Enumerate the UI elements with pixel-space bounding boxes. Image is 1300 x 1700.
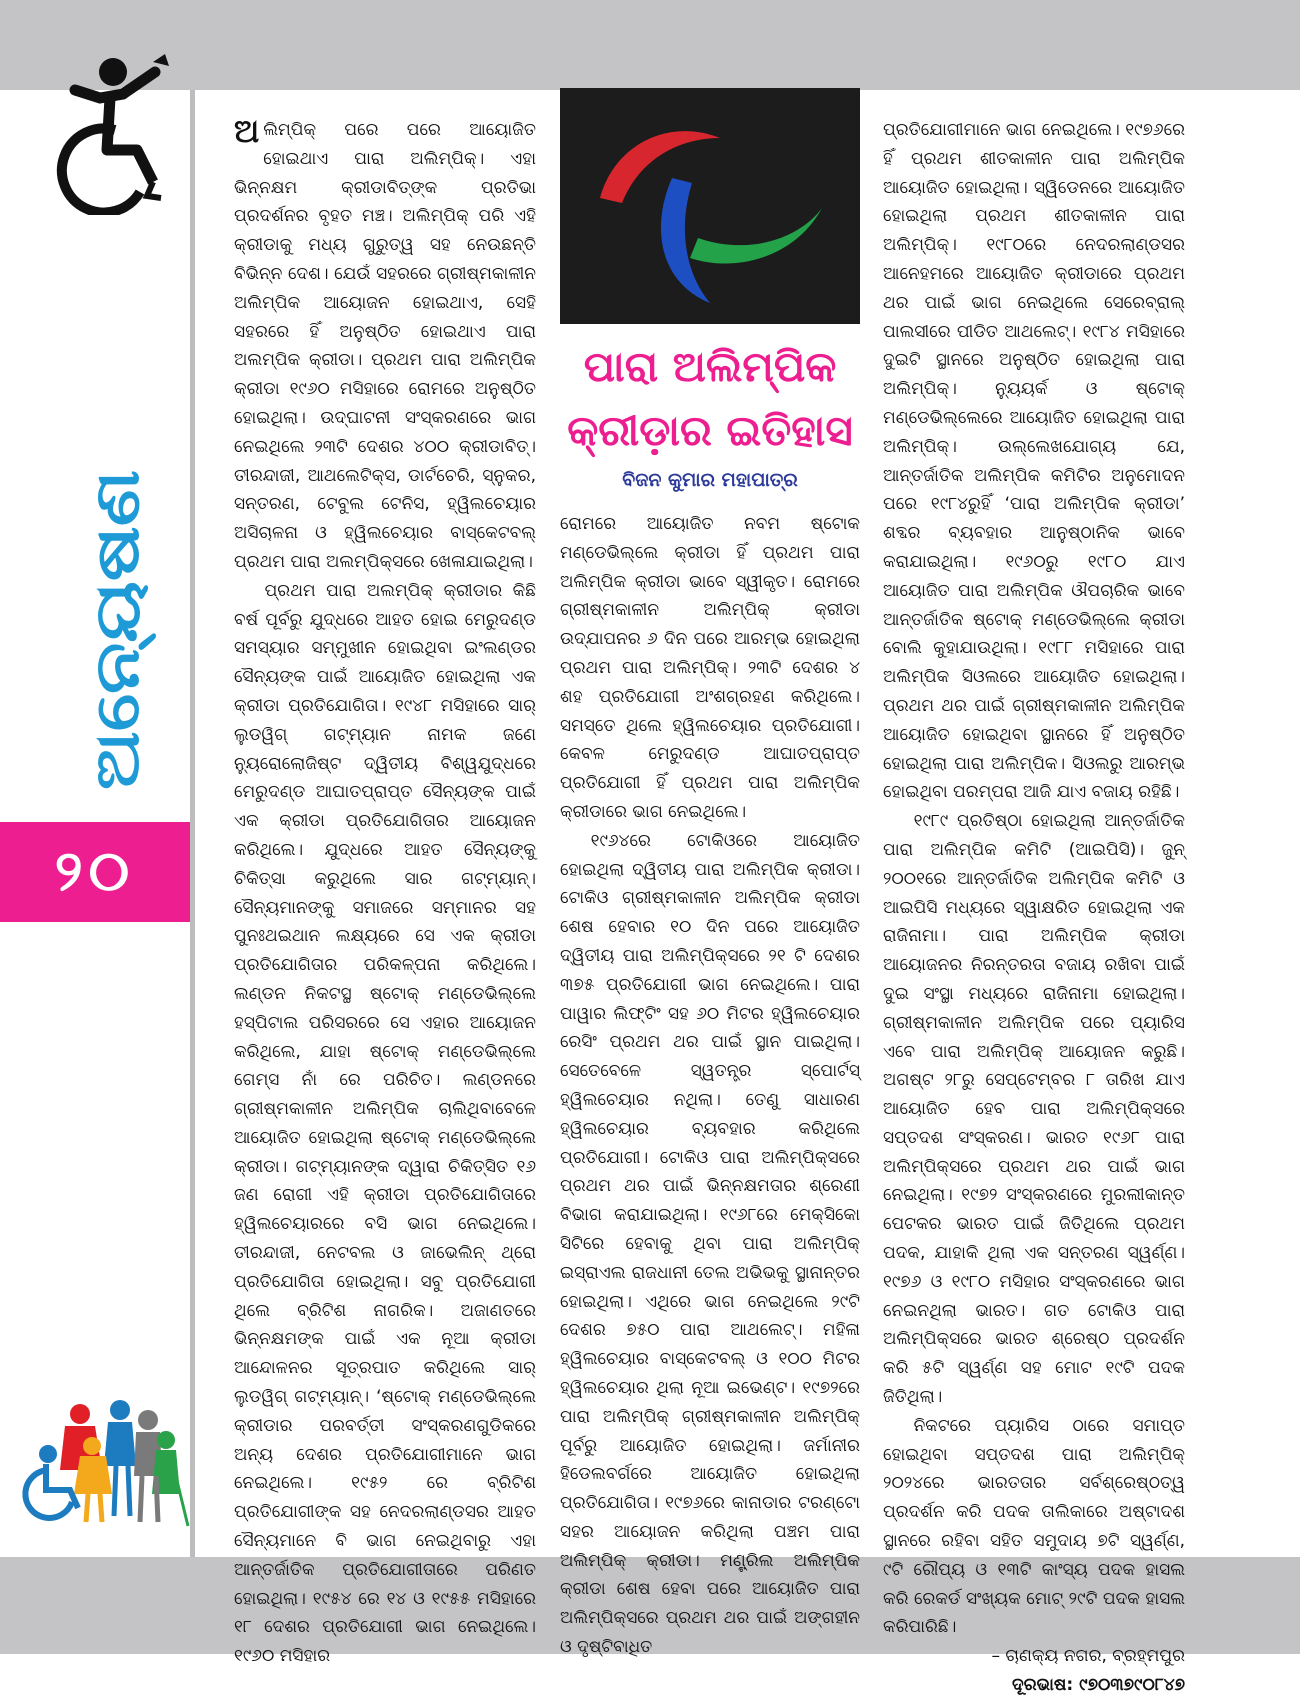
article-title xyxy=(560,335,860,463)
paragraph: ୧୯୮୯ ପ୍ରତିଷ୍ଠା ହୋଇଥିଲା ଆନ୍ତର୍ଜାତିକ ପାରା ଅଲିମ୍ପିକ କମିଟି (ଆଇପିସି)। ଜୁନ୍ ୨୦୦୧ରେ ଆନ୍ତର୍ଜାତିକ ଅଲିମ୍ପିକ କମିଟି ଓ ଆଇପିସି ମଧ୍ୟରେ ସ୍ୱାକ୍ଷରିତ ହୋଇଥିଲା ଏକ ରାଜିନାମା। ପାରା ଅଲିମ୍ପିକ କ୍ରୀଡା ଆୟୋଜନର ନିରନ୍ତରତା ବଜାୟ ରଖିବା ପାଇଁ ଦୁଇ ସଂସ୍ଥା ମଧ୍ୟରେ ରାଜିନାମା ହୋଇଥିଲା। ଗ୍ରୀଷ୍ମକାଳୀନ ଅଲିମ୍ପିକ ପରେ ପ୍ୟାରିସ ଏବେ ପାରା ଅଲିମ୍ପିକ୍ ଆୟୋଜନ କରୁଛି। ଅଗଷ୍ଟ ୨୮ରୁ ସେପ୍ଟେମ୍ବର ୮ ତାରିଖ ଯାଏ ଆୟୋଜିତ ହେବ ପାରା ଅଲିମ୍ପିକ୍ସରେ ସପ୍ତଦଶ ସଂସ୍କରଣ। ଭାରତ ୧୯୬୮ ପାରା ଅଲିମ୍ପିକ୍ସରେ ପ୍ରଥମ ଥର ପାଇଁ ଭାଗ ନେଇଥିଲା। ୧୯୭୨ ସଂସ୍କରଣରେ ମୁରଲୀକାନ୍ତ ପେଟକର ଭାରତ ପାଇଁ ଜିତିଥିଲେ ପ୍ରଥମ ପଦକ, ଯାହାକି ଥିଲା ଏକ ସନ୍ତରଣ ସ୍ୱର୍ଣ୍ଣ। ୧୯୭୬ ଓ ୧୯୮୦ ମସିହାର ସଂସ୍କରଣରେ ଭାଗ ନେଇନଥିଲା ଭାରତ। ଗତ ଟୋକିଓ ପାରା ଅଲିମ୍ପିକ୍ସରେ ଭାରତ ଶ୍ରେଷ୍ଠ ପ୍ରଦର୍ଶନ କରି ୫ଟି ସ୍ୱର୍ଣ୍ଣ ସହ ମୋଟ ୧୯ଟି ପଦକ ଜିତିଥିଲା। xyxy=(883,811,1185,1408)
drop-cap: ଅ xyxy=(234,112,260,150)
page-number-box xyxy=(0,822,190,922)
article-column-right xyxy=(883,116,1185,1700)
article-column-middle xyxy=(560,510,860,1662)
paragraph-text: ଲିମ୍ପିକ୍ ପରେ ପରେ ଆୟୋଜିତ ହୋଇଥାଏ ପାରା ଅଲିମ୍ପିକ୍। ଏହା ଭିନ୍ନକ୍ଷମ କ୍ରୀଡାବିତ୍‌ଙ୍କ ପ୍ରତିଭା ପ୍ରଦର୍ଶନର ବୃହତ ମଞ୍ଚ। ଅଲିମ୍ପିକ୍ ପରି ଏହି କ୍ରୀଡାକୁ ମଧ୍ୟ ଗୁରୁତ୍ୱ ସହ ନେଉଛନ୍ତି ବିଭିନ୍ନ ଦେଶ। ଯେଉଁ ସହରରେ ଗ୍ରୀଷ୍ମକାଳୀନ ଅଲିମ୍ପିକ ଆୟୋଜନ ହୋଇଥାଏ, ସେହି ସହରରେ ହିଁ ଅନୁଷ୍ଠିତ ହୋଇଥାଏ ପାରା ଅଲମ୍ପିକ କ୍ରୀଡା। ପ୍ରଥମ ପାରା ଅଲିମ୍ପିକ କ୍ରୀଡା ୧୯୬୦ ମସିହାରେ ରୋମରେ ଅନୁଷ୍ଠିତ ହୋଇଥିଲା। ଉଦ୍‌ଘାଟନୀ ସଂସ୍କରଣରେ ଭାଗ ନେଇଥିଲେ ୨୩ଟି ଦେଶର ୪୦୦ କ୍ରୀଡାବିତ୍। ତୀରନ୍ଦାଜୀ, ଆଥଲେଟିକ୍ସ, ଡାର୍ଟଚେରି, ସ୍ନୁକର, ସନ୍ତରଣ, ଟେବୁଲ ଟେନିସ, ହ୍ୱିଲଚେୟାର ଅସିଚାଳନା ଓ ହ୍ୱିଲଚେୟାର ବାସ୍କେଟବଲ୍ ପ୍ରଥମ ପାରା ଅଲମ୍ପିକ୍ସରେ ଖେଳାଯାଇଥିଲା। xyxy=(234,120,536,572)
wheelchair-person-icon xyxy=(45,50,180,215)
paragraph: ପ୍ରତିଯୋଗୀମାନେ ଭାଗ ନେଇଥିଲେ। ୧୯୭୬ରେ ହିଁ ପ୍ରଥମ ଶୀତକାଳୀନ ପାରା ଅଲିମ୍ପିକ ଆୟୋଜିତ ହୋଇଥିଲା। ସ୍ୱିଡେନରେ ଆୟୋଜିତ ହୋଇଥିଲା ପ୍ରଥମ ଶୀତକାଳୀନ ପାରା ଅଲିମ୍ପିକ୍। ୧୯୮୦ରେ ନେଦରଲାଣ୍ଡସର ଆନେହମରେ ଆୟୋଜିତ କ୍ରୀଡାରେ ପ୍ରଥମ ଥର ପାଇଁ ଭାଗ ନେଇଥିଲେ ସେରେବ୍ରାଲ୍ ପାଲସୀରେ ପୀଡିତ ଆଥଲେଟ୍। ୧୯୮୪ ମସିହାରେ ଦୁଇଟି ସ୍ଥାନରେ ଅନୁଷ୍ଠିତ ହୋଇଥିଲା ପାରା ଅଲିମ୍ପିକ୍। ନ୍ୟୁୟର୍କ ଓ ଷ୍ଟୋକ୍ ମଣ୍ଡେଭିଲ୍ଲେରେ ଆୟୋଜିତ ହୋଇଥିଲା ପାରା ଅଲିମ୍ପିକ୍। ଉଲ୍ଲେଖଯୋଗ୍ୟ ଯେ, ଆନ୍ତର୍ଜାତିକ ଅଲିମ୍ପିକ କମିଟିର ଅନୁମୋଦନ ପରେ ୧୯୮୪ରୁହିଁ ‘ପାରା ଅଲିମ୍ପିକ କ୍ରୀଡା’ ଶବ୍ଦର ବ୍ୟବହାର ଆନୁଷ୍ଠାନିକ ଭାବେ କରାଯାଇଥିଲା। ୧୯୬୦ରୁ ୧୯୮୦ ଯାଏ ଆୟୋଜିତ ପାରା ଅଲିମ୍ପିକ ଔପଚାରିକ ଭାବେ ଆନ୍ତର୍ଜାତିକ ଷ୍ଟୋକ୍ ମଣ୍ଡେଭିଲ୍ଲେ କ୍ରୀଡା ବୋଲି କୁହାଯାଉଥିଲା। ୧୯୮୮ ମସିହାରେ ପାରା ଅଲିମ୍ପିକ ସିଓଲରେ ଆୟୋଜିତ ହୋଇଥିଲା। ପ୍ରଥମ ଥର ପାଇଁ ଗ୍ରୀଷ୍ମକାଳୀନ ଅଲିମ୍ପିକ ଆୟୋଜିତ ହୋଇଥିବା ସ୍ଥାନରେ ହିଁ ଅନୁଷ୍ଠିତ ହୋଇଥିଲା ପାରା ଅଲିମ୍ପିକ। ସିଓଲରୁ ଆରମ୍ଭ ହୋଇଥିବା ପରମ୍ପରା ଆଜି ଯାଏ ବଜାୟ ରହିଛି। xyxy=(883,120,1185,803)
paragraph: ୧୯୬୪ରେ ଟୋକିଓରେ ଆୟୋଜିତ ହୋଇଥିଲା ଦ୍ୱିତୀୟ ପାରା ଅଲିମ୍ପିକ କ୍ରୀଡା। ଟୋକିଓ ଗ୍ରୀଷ୍ମକାଳୀନ ଅଲିମ୍ପିକ କ୍ରୀଡା ଶେଷ ହେବାର ୧୦ ଦିନ ପରେ ଆୟୋଜିତ ଦ୍ୱିତୀୟ ପାରା ଅଲିମ୍ପିକ୍ସରେ ୨୧ ଟି ଦେଶର ୩୭୫ ପ୍ରତିଯୋଗୀ ଭାଗ ନେଇଥିଲେ। ପାରା ପାୱାର ଲିଫ୍ଟିଂ ସହ ୬୦ ମିଟର ହ୍ୱିଲଚେୟାର ରେସିଂ ପ୍ରଥମ ଥର ପାଇଁ ସ୍ଥାନ ପାଇଥିଲା। ସେତେବେଳେ ସ୍ୱତନ୍ତ୍ର ସ୍ପୋର୍ଟସ୍ ହ୍ୱିଲଚେୟାର ନଥିଲା। ତେଣୁ ସାଧାରଣ ହ୍ୱିଲଚେୟାର ବ୍ୟବହାର କରିଥିଲେ ପ୍ରତିଯୋଗୀ। ଟୋକିଓ ପାରା ଅଲିମ୍ପିକ୍ସରେ ପ୍ରଥମ ଥର ପାଇଁ ଭିନ୍ନକ୍ଷମତାର ଶ୍ରେଣୀ ବିଭାଗ କରାଯାଇଥିଲା। ୧୯୬୮ରେ ମେକ୍ସିକୋ ସିଟିରେ ହେବାକୁ ଥିବା ପାରା ଅଲିମ୍ପିକ୍ ଇସ୍ରାଏଲ ରାଜଧାନୀ ତେଲ ଅଭିଭକୁ ସ୍ଥାନାନ୍ତର ହୋଇଥିଲା। ଏଥିରେ ଭାଗ ନେଇଥିଲେ ୨୯ଟି ଦେଶର ୭୫୦ ପାରା ଆଥଲେଟ୍। ମହିଳା ହ୍ୱିଲଚେୟାର ବାସ୍କେଟବଲ୍ ଓ ୧୦୦ ମିଟର ହ୍ୱିଲଚେୟାର ଥିଲା ନୂଆ ଇଭେଣ୍ଟ। ୧୯୭୨ରେ ପାରା ଅଲିମ୍ପିକ୍ ଗ୍ରୀଷ୍ମକାଳୀନ ଅଲିମ୍ପିକ୍ ପୂର୍ବରୁ ଆୟୋଜିତ ହୋଇଥିଲା। ଜର୍ମାନୀର ହିଡେଲବର୍ଗରେ ଆୟୋଜିତ ହୋଇଥିଲା ପ୍ରତିଯୋଗିତା। ୧୯୭୬ରେ କାନାଡାର ଟରଣ୍ଟୋ ସହର ଆୟୋଜନ କରିଥିଲା ପଞ୍ଚମ ପାରା ଅଲିମ୍ପିକ୍ କ୍ରୀଡା। ମଣ୍ଟ୍ରିଲ ଅଲିମ୍ପିକ କ୍ରୀଡା ଶେଷ ହେବା ପରେ ଆୟୋଜିତ ପାରା ଅଲିମ୍ପିକ୍ସରେ ପ୍ରଥମ ଥର ପାଇଁ ଅଙ୍ଗହୀନ ଓ ଦୃଷ୍ଟିବାଧିତ xyxy=(560,830,860,1658)
signoff-phone: ଦୂରଭାଷ: ୯୭୦୩୭୯୦୮୪୭ xyxy=(1012,1675,1185,1696)
paralympic-agitos-icon xyxy=(560,88,860,324)
paragraph: ରୋମରେ ଆୟୋଜିତ ନବମ ଷ୍ଟୋକ ମଣ୍ଡେଭିଲ୍ଲେ କ୍ରୀଡା ହିଁ ପ୍ରଥମ ପାରା ଅଲିମ୍ପିକ କ୍ରୀଡା ଭାବେ ସ୍ୱୀକୃତ। ରୋମରେ ଗ୍ରୀଷ୍ମକାଳୀନ ଅଲିମ୍ପିକ୍ କ୍ରୀଡା ଉଦ୍‌ଯାପନର ୬ ଦିନ ପରେ ଆରମ୍ଭ ହୋଇଥିଲା ପ୍ରଥମ ପାରା ଅଲିମ୍ପିକ୍। ୨୩ଟି ଦେଶର ୪ ଶହ ପ୍ରତିଯୋଗୀ ଅଂଶଗ୍ରହଣ କରିଥିଲେ। ସମସ୍ତେ ଥିଲେ ହ୍ୱିଲଚେୟାର ପ୍ରତିଯୋଗୀ। କେବଳ ମେରୁଦଣ୍ଡ ଆଘାତପ୍ରାପ୍ତ ପ୍ରତିଯୋଗୀ ହିଁ ପ୍ରଥମ ପାରା ଅଲିମ୍ପିକ କ୍ରୀଡାରେ ଭାଗ ନେଇଥିଲେ। xyxy=(560,514,860,822)
section-title-text: ଅନ୍ୟେଷଣ xyxy=(80,523,153,790)
author-byline: ବିଜନ କୁମାର ମହାପାତ୍ର xyxy=(622,469,798,491)
article-title-line-2: କ୍ରୀଡ଼ାର ଇତିହାସ xyxy=(567,406,853,455)
paragraph: ନିକଟରେ ପ୍ୟାରିସ ଠାରେ ସମାପ୍ତ ହୋଇଥିବା ସପ୍ତଦଶ ପାରା ଅଲିମ୍ପିକ୍ ୨୦୨୪ରେ ଭାରତତାର ସର୍ବଶ୍ରେଷ୍ଠତ୍ୱ ପ୍ରଦର୍ଶନ କରି ପଦକ ତାଲିକାରେ ଅଷ୍ଟାଦଶ ସ୍ଥାନରେ ରହିବା ସହିତ ସମୁଦାୟ ୭ଟି ସ୍ୱର୍ଣ୍ଣ, ୯ଟି ରୌପ୍ୟ ଓ ୧୩ଟି କାଂସ୍ୟ ପଦକ ହାସଲ କରି ରେକର୍ଡ ସଂଖ୍ୟକ ମୋଟ୍ ୨୯ଟି ପଦକ ହାସଲ କରିପାରିଛି। xyxy=(883,1415,1185,1638)
article-column-left xyxy=(234,112,536,1671)
paragraph: ପ୍ରଥମ ପାରା ଅଲମ୍ପିକ୍ କ୍ରୀଡାର କିଛି ବର୍ଷ ପୂର୍ବରୁ ଯୁଦ୍ଧରେ ଆହତ ହୋଇ ମେରୁଦଣ୍ଡ ସମସ୍ୟାର ସମ୍ମୁଖୀନ ହୋଇଥିବା ଇଂଲଣ୍ଡର ସୈନ୍ୟଙ୍କ ପାଇଁ ଆୟୋଜିତ ହୋଇଥିଲା ଏକ କ୍ରୀଡା ପ୍ରତିଯୋଗିତା। ୧୯୪୮ ମସିହାରେ ସାର୍ ଲୁଡୱିଗ୍ ଗଟ୍‌ମ୍ୟାନ ନାମକ ଜଣେ ନ୍ୟୁରୋଲୋଜିଷ୍ଟ ଦ୍ୱିତୀୟ ବିଶ୍ୱଯୁଦ୍ଧରେ ମେରୁଦଣ୍ଡ ଆଘାତପ୍ରାପ୍ତ ସୈନ୍ୟଙ୍କ ପାଇଁ ଏକ କ୍ରୀଡା ପ୍ରତିଯୋଗିତାର ଆୟୋଜନ କରିଥିଲେ। ଯୁଦ୍ଧରେ ଆହତ ସୈନ୍ୟଙ୍କୁ ଚିକିତ୍ସା କରୁଥିଲେ ସାର ଗଟ୍‌ମ୍ୟାନ୍। ସୈନ୍ୟମାନଙ୍କୁ ସମାଜରେ ସମ୍ମାନର ସହ ପୁନଃଥଇଥାନ ଲକ୍ଷ୍ୟରେ ସେ ଏକ କ୍ରୀଡା ପ୍ରତିଯୋଗିତାର ପରିକଳ୍ପନା କରିଥିଲେ। ଲଣ୍ଡନ ନିକଟସ୍ଥ ଷ୍ଟୋକ୍ ମଣ୍ଡେଭିଲ୍ଲେ ହସ୍ପିଟାଲ ପରିସରରେ ସେ ଏହାର ଆୟୋଜନ କରିଥିଲେ, ଯାହା ଷ୍ଟୋକ୍ ମଣ୍ଡେଭିଲ୍ଲେ ଗେମ୍ସ ନାଁ ରେ ପରିଚିତ। ଲଣ୍ଡନରେ ଗ୍ରୀଷ୍ମକାଳୀନ ଅଲିମ୍ପିକ ଚାଲିଥିବାବେଳେ ଆୟୋଜିତ ହୋଇଥିଲା ଷ୍ଟୋକ୍ ମଣ୍ଡେଭିଲ୍ଲେ କ୍ରୀଡା। ଗଟ୍‌ମ୍ୟାନଙ୍କ ଦ୍ୱାରା ଚିକିତ୍ସିତ ୧୬ ଜଣ ରୋଗୀ ଏହି କ୍ରୀଡା ପ୍ରତିଯୋଗିତାରେ ହ୍ୱିଲଚେୟାରରେ ବସି ଭାଗ ନେଇଥିଲେ। ତୀରନ୍ଦାଜୀ, ନେଟବଲ ଓ ଜାଭେଲିନ୍ ଥ୍ରୋ ପ୍ରତିଯୋଗିତା ହୋଇଥିଲା। ସବୁ ପ୍ରତିଯୋଗୀ ଥିଲେ ବ୍ରିଟିଶ ନାଗରିକ। ଅଜାଣତରେ ଭିନ୍ନକ୍ଷମଙ୍କ ପାଇଁ ଏକ ନୂଆ କ୍ରୀଡା ଆନ୍ଦୋଳନର ସୂତ୍ରପାତ କରିଥିଲେ ସାର୍ ଲୁଡୱିଗ୍ ଗଟ୍‌ମ୍ୟାନ୍। ‘ଷ୍ଟୋକ୍ ମଣ୍ଡେଭିଲ୍ଲେ କ୍ରୀଡାର ପରବର୍ତ୍ତୀ ସଂସ୍କରଣଗୁଡିକରେ ଅନ୍ୟ ଦେଶର ପ୍ରତିଯୋଗୀମାନେ ଭାଗ ନେଇଥିଲେ। ୧୯୫୨ ରେ ବ୍ରିଟିଶ ପ୍ରତିଯୋଗୀଙ୍କ ସହ ନେଦରଲାଣ୍ଡସର ଆହତ ସୈନ୍ୟମାନେ ବି ଭାଗ ନେଇଥିବାରୁ ଏହା ଆନ୍ତର୍ଜାତିକ ପ୍ରତିଯୋଗୀତାରେ ପରିଣତ ହୋଇଥିଲା। ୧୯୫୪ ରେ ୧୪ ଓ ୧୯୫୫ ମସିହାରେ ୧୮ ଦେଶର ପ୍ରତିଯୋଗୀ ଭାଗ ନେଇଥିଲେ। ୧୯୬୦ ମସିହାର xyxy=(234,580,536,1667)
section-title xyxy=(40,440,180,800)
top-gray-band xyxy=(0,0,1300,90)
paragraph xyxy=(234,112,536,577)
signoff-place: – ଚାଣକ୍ୟ ନଗର, ବ୍ରହ୍ମପୁର xyxy=(991,1646,1185,1667)
page-number: ୨୦ xyxy=(54,839,136,904)
sidebar-divider xyxy=(190,90,195,1557)
article-title-line-1: ପାରା ଅଲିମ୍ପିକ xyxy=(583,342,837,391)
disabled-people-group-icon xyxy=(20,1390,190,1530)
